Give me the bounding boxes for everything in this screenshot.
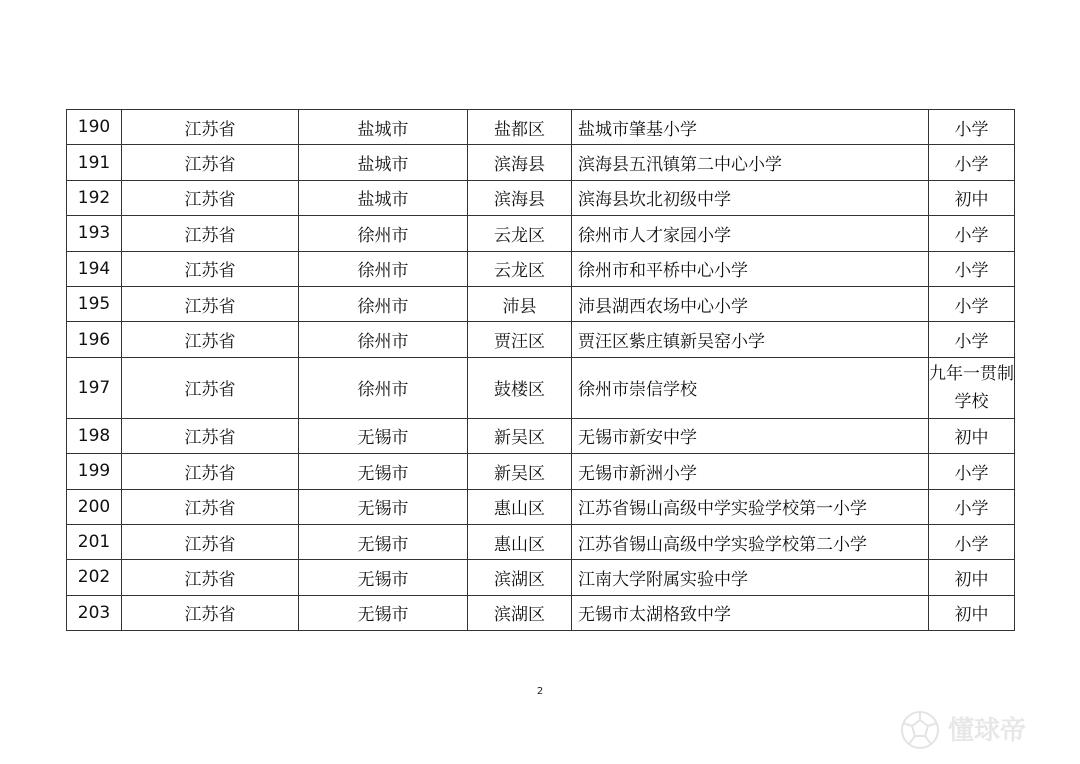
cell-district: 滨海县 bbox=[468, 180, 572, 215]
cell-province: 江苏省 bbox=[122, 180, 299, 215]
cell-school-name: 徐州市和平桥中心小学 bbox=[572, 251, 929, 286]
cell-number: 203 bbox=[67, 595, 122, 630]
cell-province: 江苏省 bbox=[122, 145, 299, 180]
cell-province: 江苏省 bbox=[122, 251, 299, 286]
cell-school-type: 小学 bbox=[929, 489, 1015, 524]
table-row bbox=[67, 145, 1015, 180]
cell-school-name: 沛县湖西农场中心小学 bbox=[572, 286, 929, 321]
cell-school-type: 初中 bbox=[929, 418, 1015, 453]
cell-school-type: 小学 bbox=[929, 110, 1015, 145]
cell-school-name: 滨海县坎北初级中学 bbox=[572, 180, 929, 215]
cell-city: 无锡市 bbox=[299, 560, 468, 595]
cell-school-name: 滨海县五汛镇第二中心小学 bbox=[572, 145, 929, 180]
cell-province: 江苏省 bbox=[122, 286, 299, 321]
cell-city: 无锡市 bbox=[299, 489, 468, 524]
football-logo-icon bbox=[902, 712, 938, 748]
cell-district: 新吴区 bbox=[468, 418, 572, 453]
cell-school-type: 小学 bbox=[929, 251, 1015, 286]
cell-number: 195 bbox=[67, 286, 122, 321]
cell-district: 贾汪区 bbox=[468, 322, 572, 357]
cell-number: 194 bbox=[67, 251, 122, 286]
cell-school-name: 无锡市新洲小学 bbox=[572, 454, 929, 489]
cell-province: 江苏省 bbox=[122, 110, 299, 145]
cell-district: 云龙区 bbox=[468, 216, 572, 251]
cell-city: 徐州市 bbox=[299, 286, 468, 321]
cell-school-type: 初中 bbox=[929, 180, 1015, 215]
cell-city: 无锡市 bbox=[299, 418, 468, 453]
school-list-table bbox=[66, 109, 1015, 631]
cell-city: 徐州市 bbox=[299, 322, 468, 357]
cell-number: 200 bbox=[67, 489, 122, 524]
cell-city: 徐州市 bbox=[299, 357, 468, 418]
cell-school-name: 无锡市新安中学 bbox=[572, 418, 929, 453]
cell-school-type: 初中 bbox=[929, 595, 1015, 630]
cell-school-type: 小学 bbox=[929, 524, 1015, 559]
cell-school-name: 徐州市崇信学校 bbox=[572, 357, 929, 418]
table-row bbox=[67, 489, 1015, 524]
cell-school-type: 九年一贯制学校 bbox=[929, 357, 1015, 418]
cell-number: 196 bbox=[67, 322, 122, 357]
cell-district: 云龙区 bbox=[468, 251, 572, 286]
cell-district: 鼓楼区 bbox=[468, 357, 572, 418]
cell-number: 191 bbox=[67, 145, 122, 180]
cell-school-name: 江南大学附属实验中学 bbox=[572, 560, 929, 595]
table-row bbox=[67, 110, 1015, 145]
cell-school-type: 小学 bbox=[929, 145, 1015, 180]
cell-province: 江苏省 bbox=[122, 418, 299, 453]
table-row bbox=[67, 180, 1015, 215]
watermark-logo bbox=[896, 706, 1066, 754]
cell-province: 江苏省 bbox=[122, 322, 299, 357]
cell-number: 202 bbox=[67, 560, 122, 595]
cell-school-type: 小学 bbox=[929, 322, 1015, 357]
cell-school-type: 初中 bbox=[929, 560, 1015, 595]
cell-city: 徐州市 bbox=[299, 251, 468, 286]
watermark-text: 懂球帝 bbox=[948, 716, 1027, 746]
cell-province: 江苏省 bbox=[122, 454, 299, 489]
cell-district: 滨湖区 bbox=[468, 595, 572, 630]
cell-city: 盐城市 bbox=[299, 145, 468, 180]
cell-province: 江苏省 bbox=[122, 595, 299, 630]
cell-school-name: 盐城市肇基小学 bbox=[572, 110, 929, 145]
cell-city: 徐州市 bbox=[299, 216, 468, 251]
cell-district: 惠山区 bbox=[468, 489, 572, 524]
page-number: 2 bbox=[536, 686, 544, 697]
cell-city: 盐城市 bbox=[299, 180, 468, 215]
cell-city: 无锡市 bbox=[299, 524, 468, 559]
cell-province: 江苏省 bbox=[122, 357, 299, 418]
cell-number: 201 bbox=[67, 524, 122, 559]
cell-school-name: 无锡市太湖格致中学 bbox=[572, 595, 929, 630]
cell-school-type: 小学 bbox=[929, 286, 1015, 321]
cell-city: 无锡市 bbox=[299, 595, 468, 630]
cell-province: 江苏省 bbox=[122, 524, 299, 559]
cell-district: 沛县 bbox=[468, 286, 572, 321]
cell-district: 惠山区 bbox=[468, 524, 572, 559]
cell-number: 192 bbox=[67, 180, 122, 215]
table-row bbox=[67, 357, 1015, 418]
table-row bbox=[67, 524, 1015, 559]
table-row bbox=[67, 560, 1015, 595]
cell-number: 199 bbox=[67, 454, 122, 489]
cell-number: 197 bbox=[67, 357, 122, 418]
cell-number: 198 bbox=[67, 418, 122, 453]
cell-province: 江苏省 bbox=[122, 216, 299, 251]
cell-district: 盐都区 bbox=[468, 110, 572, 145]
table-row bbox=[67, 216, 1015, 251]
cell-school-name: 徐州市人才家园小学 bbox=[572, 216, 929, 251]
table-row bbox=[67, 322, 1015, 357]
cell-city: 盐城市 bbox=[299, 110, 468, 145]
table-row bbox=[67, 454, 1015, 489]
cell-school-name: 江苏省锡山高级中学实验学校第一小学 bbox=[572, 489, 929, 524]
cell-province: 江苏省 bbox=[122, 489, 299, 524]
cell-number: 193 bbox=[67, 216, 122, 251]
cell-school-name: 贾汪区紫庄镇新吴窑小学 bbox=[572, 322, 929, 357]
cell-district: 新吴区 bbox=[468, 454, 572, 489]
table-row bbox=[67, 418, 1015, 453]
cell-province: 江苏省 bbox=[122, 560, 299, 595]
table-row bbox=[67, 286, 1015, 321]
table-row bbox=[67, 595, 1015, 630]
cell-school-name: 江苏省锡山高级中学实验学校第二小学 bbox=[572, 524, 929, 559]
cell-number: 190 bbox=[67, 110, 122, 145]
cell-city: 无锡市 bbox=[299, 454, 468, 489]
table-body bbox=[67, 110, 1015, 631]
cell-school-type: 小学 bbox=[929, 216, 1015, 251]
cell-district: 滨湖区 bbox=[468, 560, 572, 595]
table-row bbox=[67, 251, 1015, 286]
cell-district: 滨海县 bbox=[468, 145, 572, 180]
cell-school-type: 小学 bbox=[929, 454, 1015, 489]
